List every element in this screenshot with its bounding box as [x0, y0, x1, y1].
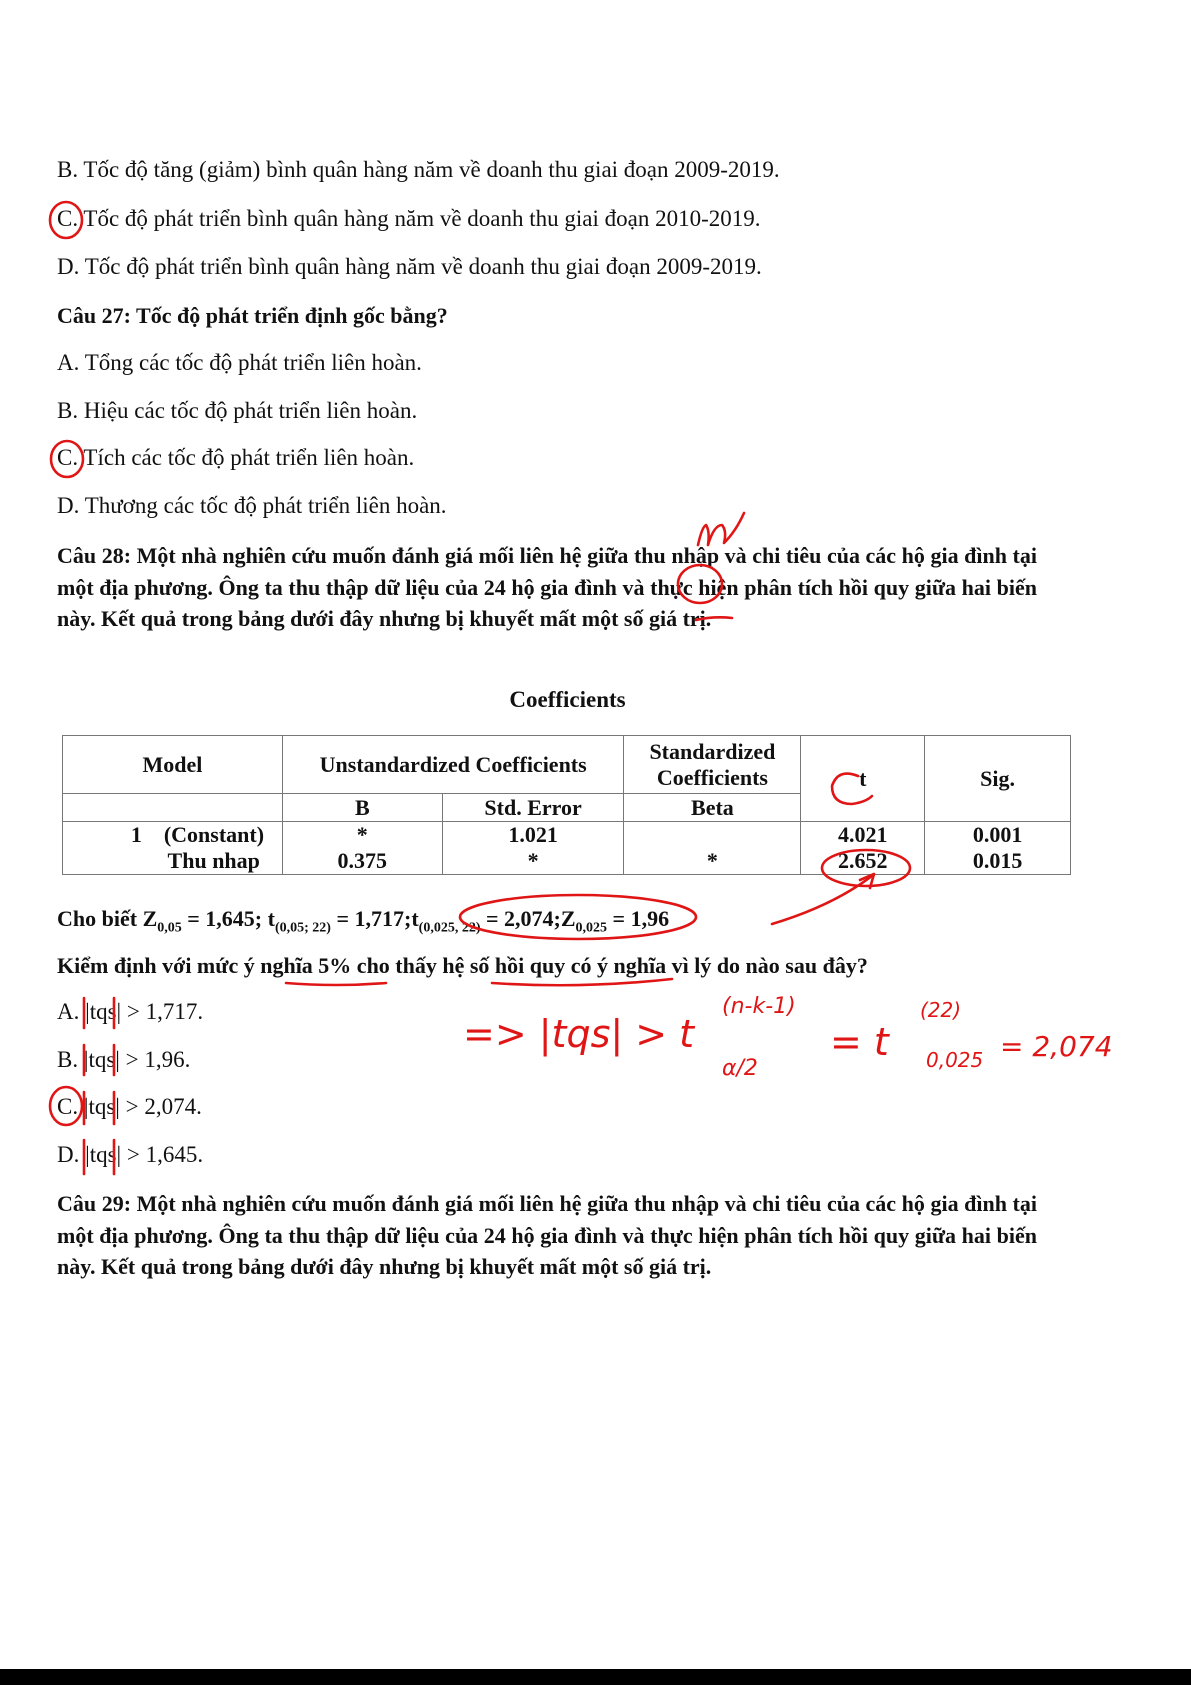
- given-t2-val: = 2,074;: [480, 906, 561, 931]
- header-empty: [63, 794, 283, 822]
- cell-income-t: 2.652: [801, 848, 925, 875]
- cell-income-beta: *: [624, 848, 801, 875]
- formula-sup: (n-k-1): [722, 994, 796, 1019]
- q26-option-c: C. Tốc độ phát triển bình quân hàng năm về doanh thu giai đoạn 2010-2019.: [57, 206, 761, 231]
- underline-he-so: [492, 979, 672, 985]
- cell-constant-se: 1.021: [442, 822, 624, 849]
- underline-y-nghia: [286, 983, 386, 985]
- given-z2-sub: 0,025: [575, 920, 608, 936]
- q28-text: Câu 28: Một nhà nghiên cứu muốn đánh giá mối liên hệ giữa thu nhập và chi tiêu của các hộ gia đình tại một địa phương. Ông ta thu thập dữ liệu của 24 hộ gia đình và thực hiện phân tích hồi quy giữa hai biến này. Kết quả trong bảng dưới đây nhưng bị khuyết mất một số giá trị.: [57, 543, 1037, 631]
- q27-option-d: D. Thương các tốc độ phát triển liên hoàn.: [57, 493, 447, 518]
- page-bottom-bar: [0, 1669, 1191, 1685]
- formula-main: [463, 1012, 694, 1056]
- cell-income-se: *: [442, 848, 624, 875]
- given-t1-sub: (0,05; 22): [274, 920, 331, 936]
- q27-option-b: B. Hiệu các tốc độ phát triển liên hoàn.: [57, 398, 418, 423]
- given-z1-sub: 0,05: [157, 920, 182, 936]
- q28-option-b: B. |tqs| > 1,96.: [57, 1047, 191, 1072]
- row-constant-label: [63, 822, 283, 849]
- given-t1-val: = 1,717;: [330, 906, 412, 931]
- formula-sub: α/2: [722, 1056, 758, 1081]
- given-z1: Z: [142, 906, 158, 931]
- header-b: B: [282, 794, 442, 822]
- cell-income-sig: 0.015: [925, 848, 1071, 875]
- header-t: t: [801, 736, 925, 822]
- q29-text: Câu 29: Một nhà nghiên cứu muốn đánh giá mối liên hệ giữa thu nhập và chi tiêu của các hộ gia đình tại một địa phương. Ông ta thu thập dữ liệu của 24 hộ gia đình và thực hiện phân tích hồi quy giữa hai biến này. Kết quả trong bảng dưới đây nhưng bị khuyết mất một số giá trị.: [57, 1191, 1037, 1279]
- q26-option-d: D. Tốc độ phát triển bình quân hàng năm về doanh thu giai đoạn 2009-2019.: [57, 254, 762, 279]
- table-caption: Coefficients: [509, 687, 626, 712]
- q28-option-c: C. |tqs| > 2,074.: [57, 1094, 202, 1119]
- cell-constant-beta: [624, 822, 801, 849]
- given-values: [57, 906, 669, 936]
- header-std-error: Std. Error: [442, 794, 624, 822]
- cell-income-b: 0.375: [282, 848, 442, 875]
- arrow-line: [772, 876, 872, 924]
- q28-option-d: D. |tqs| > 1,645.: [57, 1142, 204, 1167]
- model-number: 1: [130, 822, 142, 847]
- given-t2: t: [411, 906, 419, 931]
- given-z2-val: = 1,96: [607, 906, 670, 931]
- given-prefix: Cho biết: [57, 906, 138, 931]
- q28-question: Kiểm định với mức ý nghĩa 5% cho thấy hệ số hồi quy có ý nghĩa vì lý do nào sau đây?: [57, 953, 868, 978]
- header-beta: Beta: [624, 794, 801, 822]
- given-z1-val: = 1,645;: [181, 906, 263, 931]
- arrow-head: [860, 874, 874, 888]
- header-model: Model: [63, 736, 283, 794]
- cell-constant-b: *: [282, 822, 442, 849]
- constant-label: (Constant): [163, 822, 265, 847]
- formula-sup2: (22): [920, 998, 962, 1022]
- q26-option-b: B. Tốc độ tăng (giảm) bình quân hàng năm về doanh thu giai đoạn 2009-2019.: [57, 157, 780, 182]
- cell-constant-t: 4.021: [801, 822, 925, 849]
- q27-title: Câu 27: Tốc độ phát triển định gốc bằng?: [57, 303, 448, 328]
- row-income-label: Thu nhap: [63, 848, 283, 875]
- q27-option-a: A. Tổng các tốc độ phát triển liên hoàn.: [57, 350, 422, 375]
- header-standardized: Standardized Coefficients: [624, 736, 801, 794]
- formula-eq: = t: [830, 1020, 889, 1064]
- formula-sub2: 0,025: [926, 1048, 984, 1072]
- q27-option-c: C. Tích các tốc độ phát triển liên hoàn.: [57, 445, 415, 470]
- header-sig: Sig.: [925, 736, 1071, 822]
- header-unstandardized: Unstandardized Coefficients: [282, 736, 624, 794]
- formula-left: => |tqs| > t: [463, 1012, 695, 1056]
- given-z2: Z: [560, 906, 576, 931]
- given-t2-sub: (0,025, 22): [418, 920, 481, 936]
- given-t1: t: [267, 906, 275, 931]
- cell-constant-sig: 0.001: [925, 822, 1071, 849]
- coefficients-table: [62, 735, 1071, 875]
- formula-val: = 2,074: [1000, 1030, 1113, 1063]
- q28-option-a: A. |tqs| > 1,717.: [57, 999, 204, 1024]
